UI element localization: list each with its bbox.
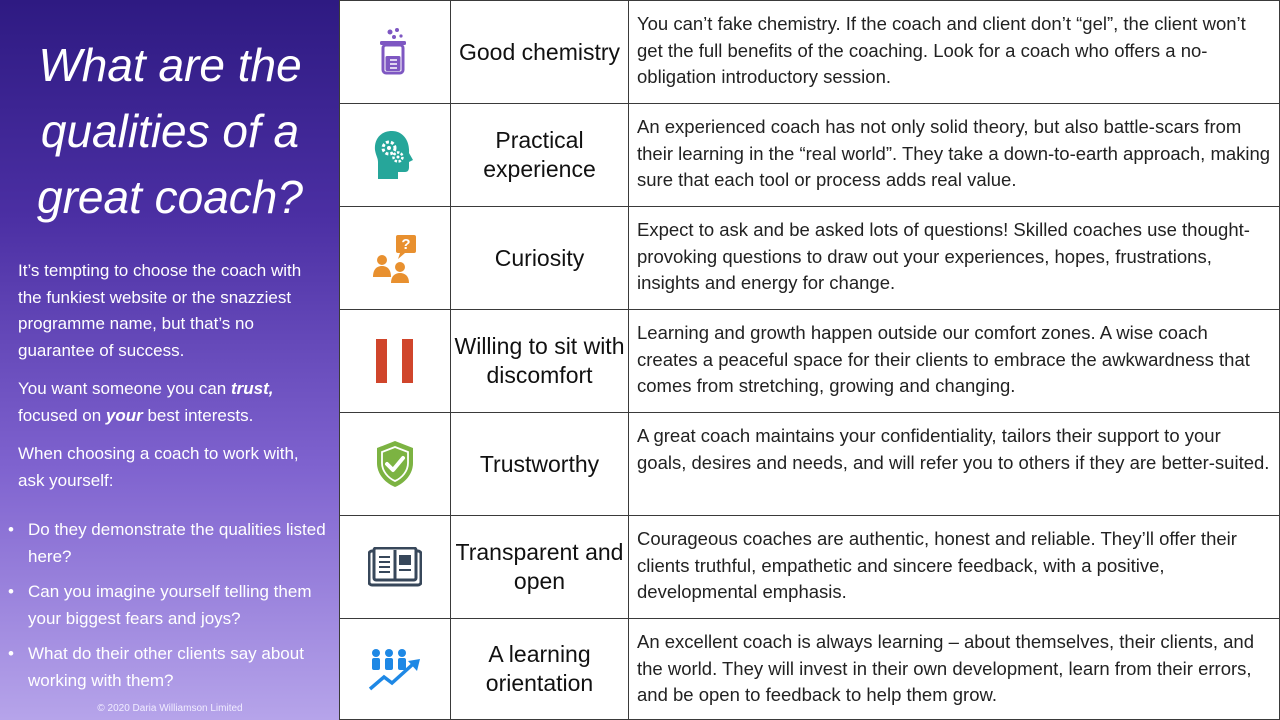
sidebar-panel [0,0,340,720]
icon-cell [339,1,450,103]
table-row [339,0,1280,103]
table-row [339,309,1280,412]
page-title: What are the qualities of a great coach? [37,39,303,223]
quality-description: Learning and growth happen outside our comfort zones. A wise coach creates a peaceful space for their clients to embrace the awkwardness that comes from stretching, growing and changing. [628,310,1280,412]
shield-check-icon [374,439,416,489]
quality-name: Willing to sit with discomfort [450,310,628,412]
icon-cell [339,207,450,309]
question-item: • Can you imagine yourself telling them your biggest fears and joys? [8,579,330,632]
quality-name: Good chemistry [450,1,628,103]
question-item: • Do they demonstrate the qualities listed here? [8,517,330,570]
beaker-icon [375,27,415,77]
question-item: • What do their other clients say about working with them? [8,641,330,694]
table-row [339,515,1280,618]
copyright: © 2020 Daria Williamson Limited [97,703,243,714]
quality-name: Curiosity [450,207,628,309]
quality-name: Trustworthy [450,413,628,515]
icon-cell [339,516,450,618]
quality-description: An excellent coach is always learning – about themselves, their clients, and the world. They will invest in their own development, learn from their errors, and be open to feedback to help them grow. [628,619,1280,719]
quality-name: Transparent and open [450,516,628,618]
table-row [339,206,1280,309]
icon-cell [339,619,450,719]
table-row [339,103,1280,206]
quality-description: Expect to ask and be asked lots of questions! Skilled coaches use thought-provoking questions to draw out your experiences, hopes, frustrations, insights and energy for change. [628,207,1280,309]
quality-name: A learning orientation [450,619,628,719]
people-question-icon [372,233,418,283]
quality-description: You can’t fake chemistry. If the coach and client don’t “gel”, the client won’t get the full benefits of the coaching. Look for a coach who offers a no-obligation introductory session. [628,1,1280,103]
intro-2-text-b: focused on [18,405,106,425]
qualities-table [339,0,1280,720]
intro-2-emphasis-trust: trust, [230,379,274,398]
quality-description: An experienced coach has not only solid theory, but also battle-scars from their learning in the “real world”. They take a down-to-earth approach, making sure that each tool or process adds real value. [628,104,1280,206]
pause-icon [375,338,415,384]
quality-description: A great coach maintains your confidentiality, tailors their support to your goals, desires and needs, and will refer you to others if they are better-suited. [628,413,1280,515]
icon-cell [339,310,450,412]
intro-2-emphasis-your: your [105,405,143,425]
quality-description: Courageous coaches are authentic, honest and reliable. They’ll offer their clients truthful, empathetic and sincere feedback, with a positive, developmental emphasis. [628,516,1280,618]
question-list [8,517,330,703]
intro-text [18,258,328,506]
open-book-icon [368,547,422,587]
quality-name: Practical experience [450,104,628,206]
intro-paragraph-3: When choosing a coach to work with, ask yourself: [18,444,299,490]
intro-2-text: You want someone you can [18,379,231,398]
icon-cell [339,413,450,515]
team-growth-icon [368,647,422,691]
icon-cell [339,104,450,206]
intro-paragraph-1: It’s tempting to choose the coach with the funkiest website or the snazziest programme name, but that’s no guarantee of success. [18,261,302,360]
table-row [339,412,1280,515]
table-row [339,618,1280,720]
svg-text:?: ? [401,236,411,253]
head-gears-icon [372,129,418,181]
intro-paragraph-2 [18,376,328,429]
intro-2-text-c: best interests. [142,405,254,425]
